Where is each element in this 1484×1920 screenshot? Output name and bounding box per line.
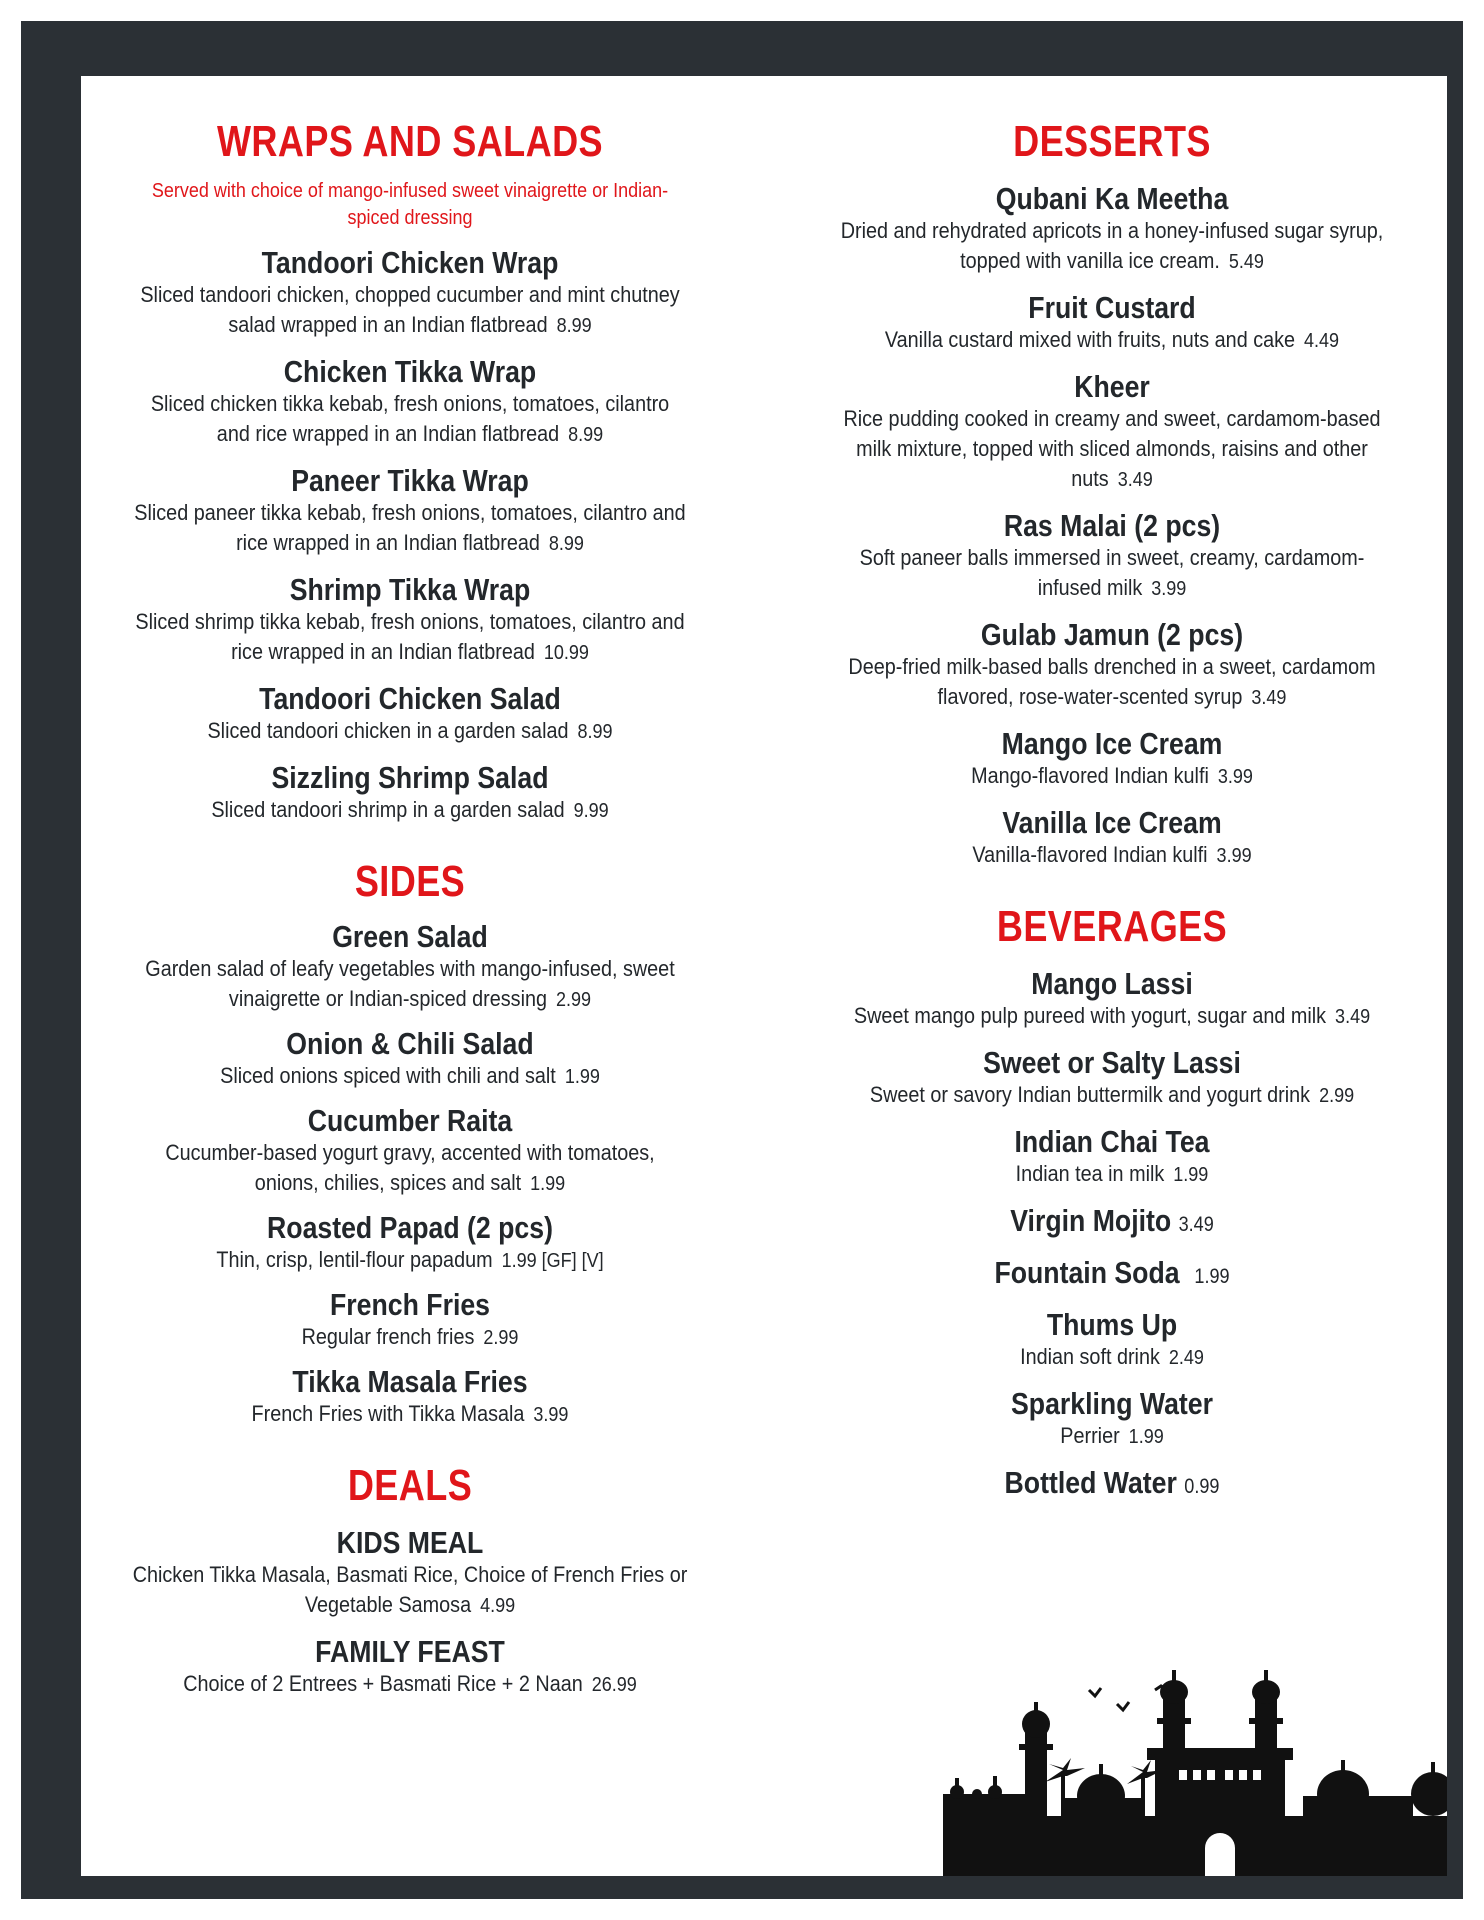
menu-item <box>797 291 1427 356</box>
item-description <box>127 1138 694 1199</box>
item-price: 3.49 <box>1251 687 1287 709</box>
item-desc-text: Chicken Tikka Masala, Basmati Rice, Choice of French Fries or Vegetable Samosa <box>132 1562 688 1617</box>
menu-item <box>95 761 725 826</box>
item-desc-text: Dried and rehydrated apricots in a honey-infused sugar syrup, topped with vanilla ice cream. <box>840 218 1384 273</box>
item-name-text: Fountain Soda <box>994 1255 1180 1290</box>
item-name: Tikka Masala Fries <box>292 1364 528 1399</box>
item-price: 2.99 <box>1319 1085 1355 1107</box>
item-description <box>829 652 1396 713</box>
item-name: Shrimp Tikka Wrap <box>289 572 531 607</box>
section-subtitle: Served with choice of mango-infused sweet vinaigrette or Indian-spiced dressing <box>151 180 669 229</box>
item-desc-text: Sliced onions spiced with chili and salt <box>220 1063 556 1088</box>
item-name <box>841 1204 1383 1242</box>
item-description <box>127 1399 694 1430</box>
item-description <box>127 954 694 1015</box>
item-name: Gulab Jamun (2 pcs) <box>980 617 1244 652</box>
item-name: Chicken Tikka Wrap <box>283 354 537 389</box>
item-price: 3.49 <box>1335 1006 1371 1028</box>
menu-item <box>797 509 1427 604</box>
item-description <box>829 404 1396 495</box>
menu-item <box>797 1466 1427 1504</box>
item-price: 9.99 <box>573 800 609 822</box>
item-name: Indian Chai Tea <box>1014 1124 1210 1159</box>
item-price: 1.99 <box>1194 1265 1230 1288</box>
menu-item <box>797 1125 1427 1190</box>
item-name-text: Bottled Water <box>1004 1465 1177 1500</box>
menu-item <box>95 573 725 668</box>
item-name: Green Salad <box>332 919 488 954</box>
item-name: Cucumber Raita <box>307 1103 513 1138</box>
item-price: 1.99 <box>564 1066 600 1088</box>
item-description <box>127 1560 694 1621</box>
item-desc-text: Sliced paneer tikka kebab, fresh onions, tomatoes, cilantro and rice wrapped in an Indian flatbread <box>134 500 686 555</box>
item-price: 10.99 <box>543 642 589 664</box>
item-price: 3.99 <box>1217 766 1253 788</box>
menu-item <box>797 806 1427 871</box>
item-name: Ras Malai (2 pcs) <box>1003 508 1221 543</box>
item-price: 0.99 <box>1184 1475 1220 1498</box>
item-desc-text: Regular french fries <box>301 1324 475 1349</box>
section-beverages <box>797 901 1427 1504</box>
item-name: FAMILY FEAST <box>315 1634 505 1669</box>
menu-item <box>95 1104 725 1199</box>
menu-item <box>95 682 725 747</box>
menu-item <box>95 1027 725 1092</box>
item-name <box>841 1256 1383 1294</box>
item-desc-text: Sweet or savory Indian buttermilk and yogurt drink <box>869 1082 1311 1107</box>
item-desc-text: Thin, crisp, lentil-flour papadum <box>216 1247 493 1272</box>
item-desc-text: Soft paneer balls immersed in sweet, creamy, cardamom-infused milk <box>859 545 1365 600</box>
item-name: Fruit Custard <box>1028 290 1196 325</box>
right-column <box>797 116 1427 1534</box>
item-description <box>829 1421 1396 1452</box>
item-desc-text: Choice of 2 Entrees + Basmati Rice + 2 Naan <box>183 1671 583 1696</box>
item-desc-text: Vanilla custard mixed with fruits, nuts and cake <box>884 327 1296 352</box>
item-price: 3.99 <box>1216 845 1252 867</box>
item-price: 8.99 <box>548 533 584 555</box>
item-desc-text: Deep-fried milk-based balls drenched in a sweet, cardamom flavored, rose-water-scented syrup <box>848 654 1376 709</box>
item-desc-text: Sliced chicken tikka kebab, fresh onions, tomatoes, cilantro and rice wrapped in an Indian flatbread <box>150 391 670 446</box>
item-desc-text: Indian soft drink <box>1020 1344 1160 1369</box>
menu-page <box>81 76 1447 1876</box>
item-price: 2.49 <box>1168 1347 1204 1369</box>
item-price: 3.49 <box>1178 1213 1214 1236</box>
item-desc-text: Perrier <box>1060 1423 1120 1448</box>
menu-item <box>797 967 1427 1032</box>
item-price: 3.99 <box>1151 578 1187 600</box>
item-name: Tandoori Chicken Wrap <box>261 245 559 280</box>
item-price: 1.99 <box>1128 1426 1164 1448</box>
item-name: Sweet or Salty Lassi <box>983 1045 1241 1080</box>
section-title: DEALS <box>347 1461 473 1510</box>
item-price: 26.99 <box>591 1674 637 1696</box>
item-price: 1.99 [GF] [V] <box>501 1250 604 1272</box>
item-description <box>829 543 1396 604</box>
item-name: French Fries <box>329 1287 491 1322</box>
item-name: Roasted Papad (2 pcs) <box>267 1210 553 1245</box>
menu-item <box>95 1635 725 1700</box>
item-description <box>829 1001 1396 1032</box>
item-price: 1.99 <box>530 1173 566 1195</box>
item-price: 8.99 <box>568 424 604 446</box>
item-description <box>829 325 1396 356</box>
menu-item <box>797 1046 1427 1111</box>
item-description <box>127 607 694 668</box>
item-description <box>829 1159 1396 1190</box>
menu-item <box>797 1387 1427 1452</box>
menu-item <box>95 355 725 450</box>
section-title: SIDES <box>354 857 466 906</box>
item-price: 5.49 <box>1228 251 1264 273</box>
item-desc-text: Sliced shrimp tikka kebab, fresh onions, tomatoes, cilantro and rice wrapped in an Indian flatbread <box>135 609 685 664</box>
section-sides <box>95 856 725 1430</box>
item-name: Onion & Chili Salad <box>286 1026 534 1061</box>
item-name: Vanilla Ice Cream <box>1002 805 1222 840</box>
item-price: 2.99 <box>556 989 592 1011</box>
section-title: BEVERAGES <box>996 902 1228 951</box>
item-desc-text: French Fries with Tikka Masala <box>251 1401 525 1426</box>
item-price: 8.99 <box>556 315 592 337</box>
menu-item <box>797 1308 1427 1373</box>
menu-item <box>95 920 725 1015</box>
menu-item <box>797 1256 1427 1294</box>
item-name: Sparkling Water <box>1011 1386 1213 1421</box>
item-description <box>127 1245 694 1276</box>
item-description <box>127 1669 694 1700</box>
section-desserts <box>797 116 1427 871</box>
item-desc-text: Sliced tandoori shrimp in a garden salad <box>211 797 565 822</box>
item-description <box>829 1342 1396 1373</box>
item-price: 8.99 <box>577 721 613 743</box>
item-price: 3.99 <box>533 1404 569 1426</box>
item-name: Mango Lassi <box>1031 966 1193 1001</box>
item-name: Sizzling Shrimp Salad <box>271 760 549 795</box>
menu-item <box>797 727 1427 792</box>
menu-item <box>95 246 725 341</box>
item-name: Tandoori Chicken Salad <box>259 681 561 716</box>
item-description <box>829 840 1396 871</box>
menu-item <box>95 464 725 559</box>
item-name-text: Virgin Mojito <box>1010 1203 1172 1238</box>
menu-item <box>95 1365 725 1430</box>
item-price: 3.49 <box>1117 469 1153 491</box>
item-name: Kheer <box>1074 369 1150 404</box>
left-column <box>95 116 725 1730</box>
section-title: DESSERTS <box>1013 117 1211 166</box>
item-desc-text: Cucumber-based yogurt gravy, accented with tomatoes, onions, chilies, spices and salt <box>165 1140 655 1195</box>
item-description <box>127 389 694 450</box>
item-desc-text: Indian tea in milk <box>1015 1161 1165 1186</box>
item-price: 2.99 <box>483 1327 519 1349</box>
item-name: Thums Up <box>1046 1307 1178 1342</box>
item-description <box>829 761 1396 792</box>
menu-item <box>797 182 1427 277</box>
menu-item <box>797 1204 1427 1242</box>
section-wraps-and-salads <box>95 116 725 826</box>
item-name: Qubani Ka Meetha <box>995 181 1229 216</box>
item-description <box>127 280 694 341</box>
item-name: Mango Ice Cream <box>1001 726 1223 761</box>
menu-item <box>797 618 1427 713</box>
item-description <box>829 216 1396 277</box>
item-name <box>841 1466 1383 1504</box>
menu-item <box>797 370 1427 495</box>
item-desc-text: Rice pudding cooked in creamy and sweet, cardamom-based milk mixture, topped with sliced almonds, raisins and other nuts <box>843 406 1381 491</box>
item-price: 1.99 <box>1173 1164 1209 1186</box>
item-desc-text: Sweet mango pulp pureed with yogurt, sugar and milk <box>853 1003 1327 1028</box>
section-title: WRAPS AND SALADS <box>216 117 604 166</box>
menu-frame <box>21 21 1463 1899</box>
item-price: 4.99 <box>480 1595 516 1617</box>
item-desc-text: Mango-flavored Indian kulfi <box>971 763 1209 788</box>
menu-item <box>95 1211 725 1276</box>
item-description <box>127 795 694 826</box>
menu-item <box>95 1288 725 1353</box>
item-description <box>127 498 694 559</box>
item-description <box>127 1322 694 1353</box>
item-desc-text: Sliced tandoori chicken, chopped cucumber and mint chutney salad wrapped in an Indian flatbread <box>140 282 680 337</box>
item-name: Paneer Tikka Wrap <box>291 463 529 498</box>
item-desc-text: Garden salad of leafy vegetables with mango-infused, sweet vinaigrette or Indian-spiced dressing <box>145 956 675 1011</box>
item-description <box>127 1061 694 1092</box>
item-description <box>829 1080 1396 1111</box>
city-skyline-silhouette-icon <box>943 1666 1447 1876</box>
item-price: 4.49 <box>1304 330 1340 352</box>
item-desc-text: Vanilla-flavored Indian kulfi <box>972 842 1208 867</box>
section-deals <box>95 1460 725 1700</box>
item-desc-text: Sliced tandoori chicken in a garden salad <box>207 718 569 743</box>
item-name: KIDS MEAL <box>336 1525 484 1560</box>
item-description <box>127 716 694 747</box>
menu-item <box>95 1526 725 1621</box>
